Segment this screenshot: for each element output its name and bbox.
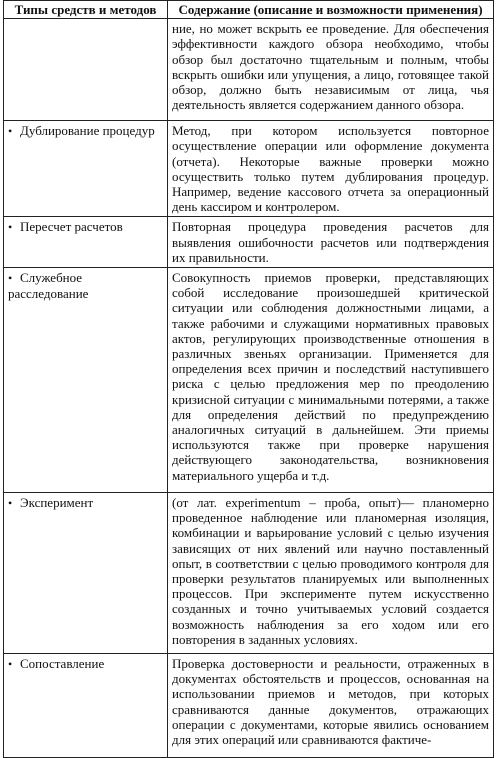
method-cell: [4, 654, 168, 758]
bullet-icon: •: [8, 657, 13, 672]
method-name: Сопоставление: [20, 656, 105, 672]
header-methods: Типы средств и методов: [4, 1, 168, 19]
table-row: [4, 19, 494, 121]
description-cell: Метод, при котором используется повторное осуществление операции или оформление документа (отчета). Некоторые важные проверки можно осуществить только путем дублирования процедур. Например, ведение кассового отчета за операционный день кассиром и контролером.: [168, 121, 494, 217]
table-row: [4, 268, 494, 493]
bullet-icon: •: [8, 220, 13, 235]
method-name: Дублирование процедур: [20, 123, 155, 139]
bullet-icon: •: [8, 124, 13, 139]
method-cell: [4, 121, 168, 217]
description-cell: Совокупность приемов проверки, представляющих собой исследование произошедшей критической ситуации или соблюдения должностными лицами, а также рабочими и служащими нормативных правовых актов, регулирующих производственные отношения в различных звеньях организации. Применяется для определения всех причин и последствий наступившего риска с целью предложения мер по преодолению кризисной ситуации с минимальными потерями, а также для определения действий по предупреждению аналогичных ситуаций в дальнейшем. Эти приемы используются также при проверке нарушения действующего законодательства, возникновения материального ущерба и т.д.: [168, 268, 494, 493]
method-cell-empty: [4, 19, 168, 121]
method-name: Служебное расследование: [8, 270, 89, 302]
table-row: [4, 217, 494, 268]
methods-table: [3, 0, 494, 758]
header-description: Содержание (описание и возможности применения): [168, 1, 494, 19]
table-row: [4, 121, 494, 217]
description-cell: ние, но может вскрыть ее проведение. Для обеспечения эффективности каждого обзора необходимо, чтобы обзор был достаточно тщательным и полным, чтобы вскрыть ошибки или упущения, а лицо, готовящее такой обзор, должно быть независимым от лица, чья деятельность является содержанием данного обзора.: [168, 19, 494, 121]
method-name: Эксперимент: [20, 495, 94, 511]
method-cell: [4, 268, 168, 493]
method-cell: [4, 493, 168, 654]
method-name: Пересчет расчетов: [20, 219, 123, 235]
description-cell: (от лат. experimentum – проба, опыт)— планомерно проведенное наблюдение или планомерная изоляция, комбинации и варьирование условий с целью изучения зависящих от них явлений или научно поставленный опыт, в соответствии с целью проводимого контроля для проверки результатов планируемых или выполненных процессов. При эксперименте путем искусственно созданных и точно учитываемых условий создается возможность наблюдения за его ходом или его повторения в заданных условиях.: [168, 493, 494, 654]
bullet-icon: •: [8, 271, 13, 286]
description-cell: Повторная процедура проведения расчетов для выявления ошибочности расчетов или подтверждения их правильности.: [168, 217, 494, 268]
method-cell: [4, 217, 168, 268]
table-row: [4, 654, 494, 758]
table-row: [4, 493, 494, 654]
table-header-row: [4, 1, 494, 19]
description-cell: Проверка достоверности и реальности, отраженных в документах обстоятельств и процессов, основанная на использовании приемов и методов, при которых сравниваются данные документов, отражающих операции с документами, которые явились основанием для этих операций или сравниваются фактиче-: [168, 654, 494, 758]
bullet-icon: •: [8, 496, 13, 511]
